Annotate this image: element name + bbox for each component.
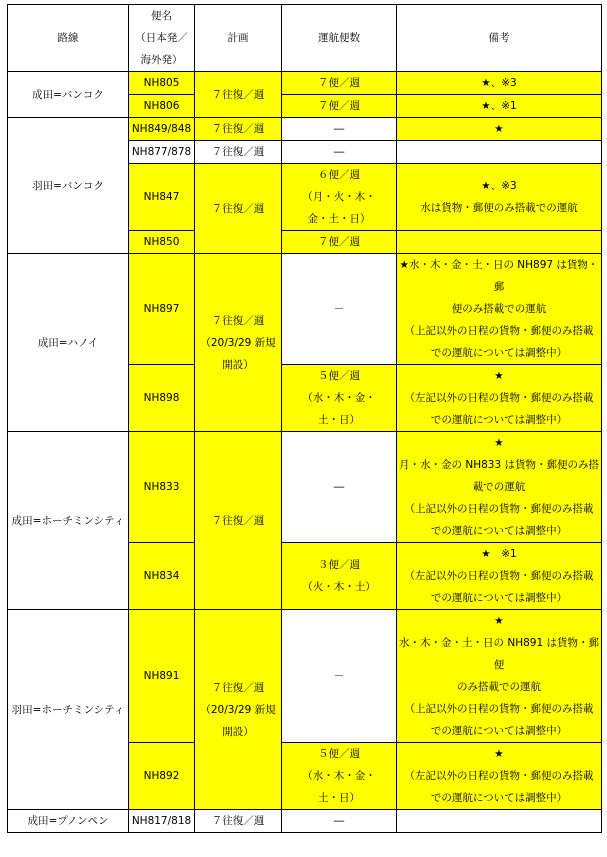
freq-line: 土・日） xyxy=(318,414,360,426)
freq-cell: ７便／週 xyxy=(282,72,397,95)
plan-line: 開設） xyxy=(222,725,254,738)
freq-cell xyxy=(282,543,397,610)
freq-cell: ― xyxy=(282,118,397,141)
plan-cell: ７往復／週 xyxy=(195,810,282,833)
flight-no-cell: NH817/818 xyxy=(129,810,195,833)
flight-no-cell: NH834 xyxy=(129,543,195,610)
freq-line: （火・木・土） xyxy=(302,581,376,593)
remarks-line: 水は貨物・郵便のみ搭載での運航 xyxy=(420,202,578,214)
freq-cell xyxy=(282,164,397,231)
flight-no-cell: NH891 xyxy=(129,610,195,743)
plan-line: ７往復／週 xyxy=(211,681,265,694)
remarks-line: ★ xyxy=(494,615,504,627)
freq-cell: ― xyxy=(282,432,397,543)
flight-no-cell: NH877/878 xyxy=(129,141,195,164)
flight-no-cell: NH898 xyxy=(129,365,195,432)
remarks-cell xyxy=(397,543,602,610)
header-row xyxy=(8,5,602,72)
remarks-line: ★ xyxy=(494,437,504,449)
freq-cell: ７便／週 xyxy=(282,231,397,254)
remarks-line: （左記以外の日程の貨物・郵便のみ搭載 xyxy=(404,570,594,582)
remarks-line: での運航については調整中） xyxy=(430,725,568,737)
freq-cell: ― xyxy=(282,810,397,833)
freq-cell: － xyxy=(282,254,397,365)
remarks-line: （左記以外の日程の貨物・郵便のみ搭載 xyxy=(404,392,594,404)
plan-cell xyxy=(195,254,282,432)
plan-cell: ７往復／週 xyxy=(195,118,282,141)
freq-line: ６便／週 xyxy=(318,169,360,181)
header-flight xyxy=(129,5,195,72)
flight-no-cell: NH892 xyxy=(129,743,195,810)
plan-line: （20/3/29 新規 xyxy=(200,703,276,716)
freq-line: （水・木・金・ xyxy=(302,770,376,782)
remarks-line: ★ ※1 xyxy=(481,548,517,560)
remarks-cell: ★、※1 xyxy=(397,95,602,118)
table-row xyxy=(8,432,602,543)
remarks-cell xyxy=(397,231,602,254)
remarks-cell xyxy=(397,743,602,810)
table-row xyxy=(8,610,602,743)
route-cell: 成田=ホーチミンシティ xyxy=(8,432,129,610)
freq-cell: － xyxy=(282,610,397,743)
remarks-line: 月・水・金の NH833 は貨物・郵便のみ搭 xyxy=(399,459,599,471)
header-freq: 運航便数 xyxy=(282,5,397,72)
flight-no-cell: NH850 xyxy=(129,231,195,254)
freq-cell xyxy=(282,743,397,810)
remarks-cell: ★、※3 xyxy=(397,72,602,95)
table-row xyxy=(8,810,602,833)
remarks-line: ★ xyxy=(494,370,504,382)
flight-no-cell: NH806 xyxy=(129,95,195,118)
remarks-line: での運航については調整中） xyxy=(430,347,568,359)
flight-no-cell: NH833 xyxy=(129,432,195,543)
route-cell: 羽田=バンコク xyxy=(8,118,129,254)
remarks-line: での運航については調整中） xyxy=(430,414,568,426)
flight-no-cell: NH849/848 xyxy=(129,118,195,141)
remarks-line: ★、※3 xyxy=(481,180,517,192)
remarks-cell xyxy=(397,141,602,164)
header-route: 路線 xyxy=(8,5,129,72)
plan-cell: ７往復／週 xyxy=(195,141,282,164)
remarks-line: （上記以外の日程の貨物・郵便のみ搭載 xyxy=(404,503,594,515)
freq-line: 土・日） xyxy=(318,792,360,804)
remarks-line: での運航については調整中） xyxy=(430,792,568,804)
remarks-line: （左記以外の日程の貨物・郵便のみ搭載 xyxy=(404,770,594,782)
route-cell: 成田=プノンペン xyxy=(8,810,129,833)
freq-cell xyxy=(282,365,397,432)
route-cell: 成田=ハノイ xyxy=(8,254,129,432)
table-row xyxy=(8,254,602,365)
remarks-line: 載での運航 xyxy=(472,481,526,493)
freq-line: ３便／週 xyxy=(318,559,360,571)
header-remarks: 備考 xyxy=(397,5,602,72)
remarks-line: ★ xyxy=(494,748,504,760)
freq-cell: ７便／週 xyxy=(282,95,397,118)
remarks-cell xyxy=(397,164,602,231)
freq-line: ５便／週 xyxy=(318,370,360,382)
freq-line: ５便／週 xyxy=(318,748,360,760)
remarks-line: のみ搭載での運航 xyxy=(457,681,541,693)
freq-line: （水・木・金・ xyxy=(302,392,376,404)
plan-line: ７往復／週 xyxy=(211,314,265,327)
remarks-cell xyxy=(397,254,602,365)
route-cell: 成田=バンコク xyxy=(8,72,129,118)
remarks-line: での運航については調整中） xyxy=(430,592,568,604)
plan-line: 開設） xyxy=(222,358,254,371)
header-plan: 計画 xyxy=(195,5,282,72)
remarks-cell xyxy=(397,610,602,743)
freq-line: 金・土・日） xyxy=(307,213,371,225)
remarks-line: （上記以外の日程の貨物・郵便のみ搭載 xyxy=(404,703,594,715)
header-flight-line: 海外発） xyxy=(140,54,183,66)
flight-no-cell: NH897 xyxy=(129,254,195,365)
remarks-line: ★水・木・金・土・日の NH897 は貨物・郵 xyxy=(399,259,599,293)
remarks-line: での運航については調整中） xyxy=(430,525,568,537)
plan-cell: ７往復／週 xyxy=(195,432,282,610)
freq-line: （月・火・木・ xyxy=(302,191,376,203)
plan-cell xyxy=(195,610,282,810)
header-flight-line: （日本発／ xyxy=(135,32,188,44)
remarks-cell xyxy=(397,810,602,833)
remarks-line: 水・木・金・土・日の NH891 は貨物・郵便 xyxy=(399,637,599,671)
remarks-cell xyxy=(397,432,602,543)
remarks-cell xyxy=(397,365,602,432)
flight-no-cell: NH805 xyxy=(129,72,195,95)
flight-no-cell: NH847 xyxy=(129,164,195,231)
table-row xyxy=(8,118,602,141)
freq-cell: ― xyxy=(282,141,397,164)
remarks-line: 便のみ搭載での運航 xyxy=(451,303,547,315)
remarks-line: （上記以外の日程の貨物・郵便のみ搭載 xyxy=(404,325,594,337)
header-flight-line: 便名 xyxy=(151,10,172,22)
plan-cell: ７往復／週 xyxy=(195,164,282,254)
plan-line: （20/3/29 新規 xyxy=(200,336,276,349)
remarks-cell: ★ xyxy=(397,118,602,141)
route-cell: 羽田=ホーチミンシティ xyxy=(8,610,129,810)
table-row xyxy=(8,72,602,95)
flight-schedule-table xyxy=(7,4,602,833)
plan-cell: ７往復／週 xyxy=(195,72,282,118)
